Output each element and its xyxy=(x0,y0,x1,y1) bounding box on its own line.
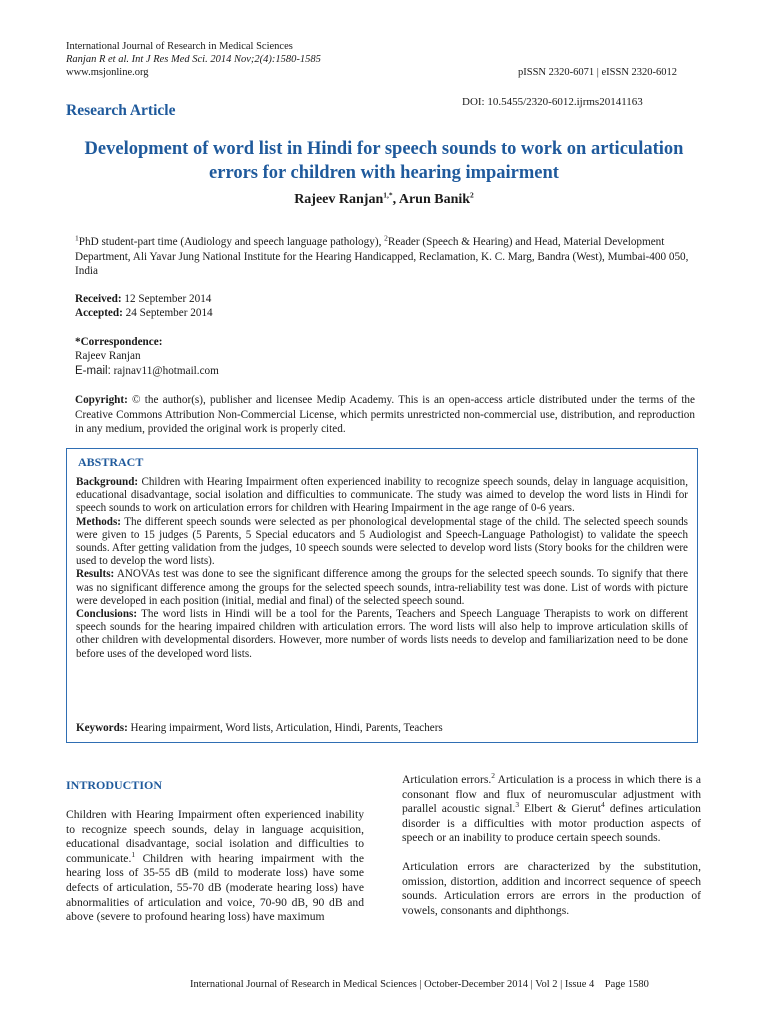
abstract-background xyxy=(76,476,688,516)
intro-p2-a: Articulation errors. xyxy=(402,773,492,786)
affiliation xyxy=(75,235,695,279)
correspondence-email xyxy=(75,364,219,378)
ref-1: 1 xyxy=(131,849,136,859)
correspondence-name: Rajeev Ranjan xyxy=(75,350,141,362)
methods-text: The different speech sounds were selected as per phonological developmental stage of the child. The selected speech sounds were given to 15 judges (5 Parents, 5 Special educators and 5 Audiologist and Speech-Language Pathologist) to validate the speech sounds. After getting validation from the judges, 10 speech sounds were selected to develop word lists (Story books for the children were used to develop the word lists). xyxy=(76,515,688,568)
intro-p2-d: defines articulation disorder is a difficulties with motor production aspects of speech or an inability to produce certain speech sounds. xyxy=(402,802,701,845)
intro-right-column xyxy=(402,773,701,918)
author-1-affil: 1,* xyxy=(383,190,393,200)
intro-p2-b: Articulation is a process in which there is a consonant flow and flux of neuromuscular adjustment with parallel acoustic signal. xyxy=(402,773,701,816)
citation: Ranjan R et al. Int J Res Med Sci. 2014 Nov;2(4):1580-1585 xyxy=(66,54,321,65)
copyright-notice xyxy=(75,393,695,437)
introduction-title: INTRODUCTION xyxy=(66,778,163,792)
intro-p2-c: Elbert & Gierut xyxy=(519,802,601,816)
abstract-title: ABSTRACT xyxy=(78,455,144,469)
ref-3: 3 xyxy=(515,800,520,810)
abstract-results xyxy=(76,568,688,608)
accepted-value: 24 September 2014 xyxy=(122,307,213,319)
doi[interactable]: DOI: 10.5455/2320-6012.ijrms20141163 xyxy=(462,96,643,108)
affil-2-mark: 2 xyxy=(384,233,388,243)
background-label: Background: xyxy=(76,476,139,488)
background-text: Children with Hearing Impairment often experienced inability to recognize speech sounds, delay in language acquisition, educational disadvantage, social isolation and difficulties to communicate. The study was aimed to develop the word lists in Hindi for speech sounds to work on articulation errors for children with Hearing Impairment in the age range of 0-6 years. xyxy=(76,476,688,515)
author-2-affil: 2 xyxy=(470,190,474,200)
received-label: Received: xyxy=(75,293,122,305)
accepted-date xyxy=(75,306,213,320)
article-type: Research Article xyxy=(66,102,176,119)
issn: pISSN 2320-6071 | eISSN 2320-6012 xyxy=(518,67,678,78)
intro-paragraph-1 xyxy=(66,808,364,925)
methods-label: Methods: xyxy=(76,515,121,528)
received-date xyxy=(75,292,211,306)
results-text: ANOVAs test was done to see the significant difference among the groups for the selected speech sounds. To signify that there was no significant difference among the groups for the selected speech sounds, intra-reliability test was done. List of words with picture were developed in each position (initial, medial and final) of the selected speech sound. xyxy=(76,568,688,607)
abstract-conclusions xyxy=(76,608,688,661)
conclusions-text: The word lists in Hindi will be a tool for the Parents, Teachers and Speech Language Therapists to work on different speech sounds for the hearing impaired children with articulation errors. The word lists will also help to improve articulation skills of other children with developmental disorders. However, more number of words lists needs to develop and familiarization need to be done before uses of the developed word lists. xyxy=(76,608,688,660)
article-title: Development of word list in Hindi for speech sounds to work on articulation errors for children with hearing impairment xyxy=(84,139,684,183)
intro-p1-text: Children with Hearing Impairment often experienced inability to recognize speech sounds, delay in language acquisition, educational disadvantage, social isolation and difficulties to communicate. xyxy=(66,808,364,865)
accepted-label: Accepted: xyxy=(75,307,123,319)
email-label: E-mail: xyxy=(75,365,111,377)
correspondence-heading: *Correspondence: xyxy=(75,336,163,348)
intro-paragraph-3: Articulation errors are characterized by the substitution, omission, distortion, addition and incorrect sequence of speech sounds. Articulation errors are errors in the production of vowels, consonants and diphthongs. xyxy=(402,859,701,917)
intro-paragraph-2 xyxy=(402,773,701,846)
abstract-methods xyxy=(76,516,688,569)
copyright-text: © the author(s), publisher and licensee Medip Academy. This is an open-access article distributed under the terms of the Creative Commons Attribution Non-Commercial License, which permits unrestricted non-commercial use, distribution, and reproduction in any medium, provided the original work is properly cited. xyxy=(75,394,695,435)
correspondence-label xyxy=(75,335,162,349)
author-sep: , xyxy=(392,192,399,207)
conclusions-label: Conclusions: xyxy=(76,608,138,621)
author-2: Arun Banik xyxy=(398,192,471,207)
journal-name: International Journal of Research in Medical Sciences xyxy=(66,41,293,52)
intro-left-column xyxy=(66,808,364,925)
keywords xyxy=(76,722,688,734)
results-label: Results: xyxy=(76,568,115,581)
authors xyxy=(0,192,768,208)
keywords-text: Hearing impairment, Word lists, Articulation, Hindi, Parents, Teachers xyxy=(127,722,443,734)
ref-2: 2 xyxy=(491,771,495,781)
abstract-body xyxy=(76,476,688,661)
website-link[interactable]: www.msjonline.org xyxy=(66,67,149,78)
author-1: Rajeev Ranjan xyxy=(294,192,384,207)
page-footer: International Journal of Research in Medical Sciences | October-December 2014 | Vol 2 | Issue 4 Page 1580 xyxy=(190,979,649,990)
keywords-label: Keywords: xyxy=(76,722,128,734)
intro-p1-text-b: Children with hearing impairment with the hearing loss of 35-55 dB (mild to moderate loss) have some defects of articulation, 55-70 dB (moderate hearing loss) have abnormalities of articulation and voice, 70-90 dB, 90 dB and above (severe to profound hearing loss) have maximum xyxy=(66,851,364,924)
affil-1-mark: 1 xyxy=(75,233,79,243)
email-link[interactable]: rajnav11@hotmail.com xyxy=(110,365,219,377)
received-value: 12 September 2014 xyxy=(121,293,212,305)
copyright-label: Copyright: xyxy=(75,394,128,406)
ref-4: 4 xyxy=(600,800,605,810)
affil-2-text: Reader (Speech & Hearing) and Head, Material Development Department, Ali Yavar Jung National Institute for the Hearing Handicapped, Reclamation, K. C. Marg, Bandra (West), Mumbai-400 050, India xyxy=(75,236,689,277)
affil-1-text: PhD student-part time (Audiology and speech language pathology), xyxy=(78,236,385,248)
